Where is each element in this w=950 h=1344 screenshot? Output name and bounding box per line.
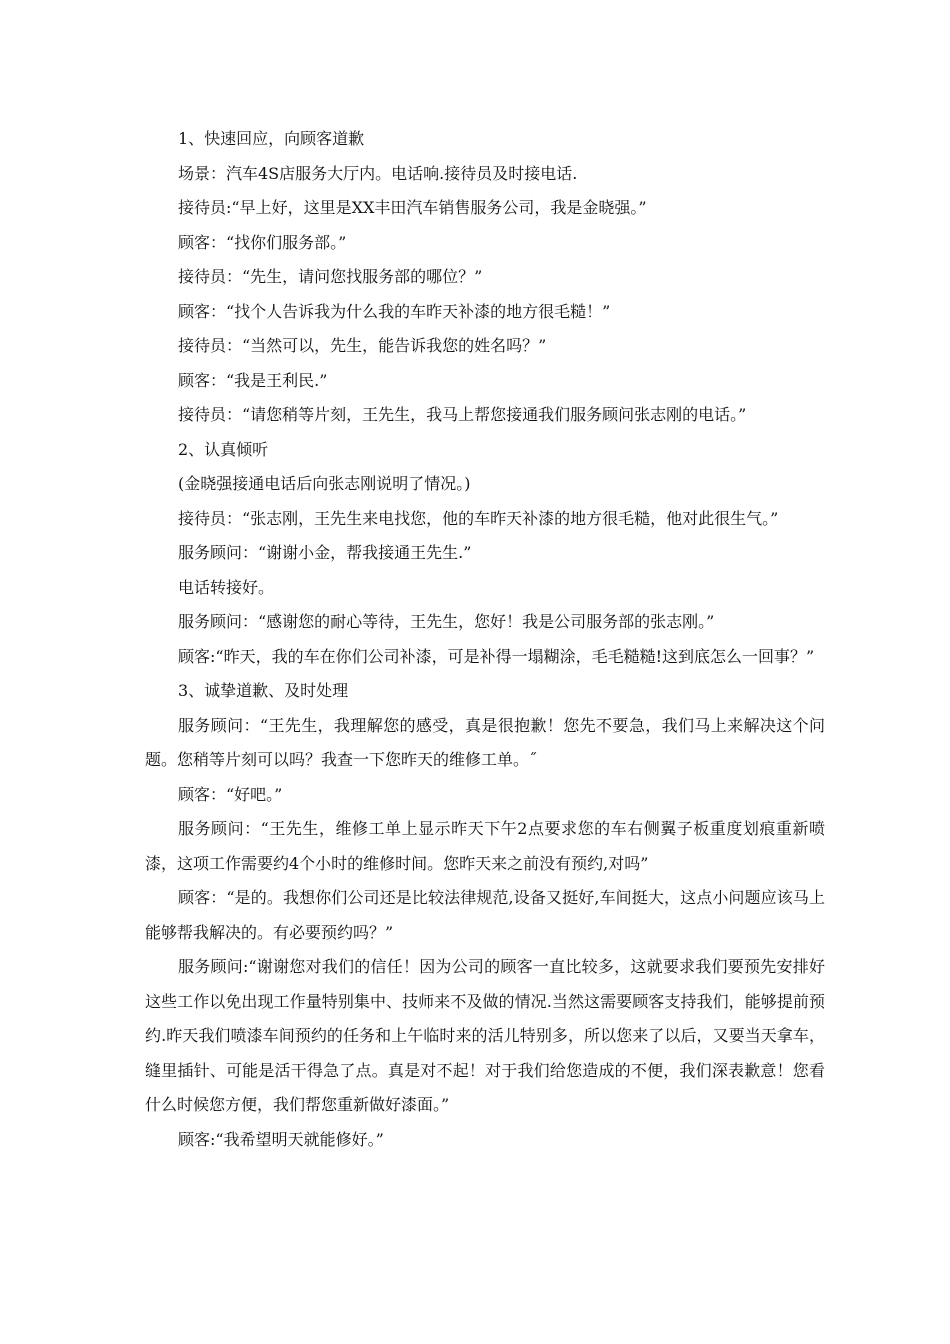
dialogue-line: 顾客:“我希望明天就能修好。” [178, 1129, 384, 1149]
dialogue-line: 接待员：“当然可以，先生，能告诉我您的姓名吗？” [178, 336, 547, 355]
scene-description: 场景：汽车4S店服务大厅内。电话响.接待员及时接电话. [178, 163, 578, 183]
dialogue-line: 接待员:“早上好，这里是XX丰田汽车销售服务公司，我是金晓强。” [178, 198, 647, 217]
dialogue-line: 接待员：“先生，请问您找服务部的哪位？” [178, 267, 483, 286]
dialogue-line: 接待员：“张志刚，王先生来电找您，他的车昨天补漆的地方很毛糙，他对此很生气。” [178, 508, 779, 528]
dialogue-line: 服务顾问:“谢谢您对我们的信任！因为公司的顾客一直比较多，这就要求我们要预先安排好这些工作以免出现工作量特别集中、技师来不及做的情况.当然这需要顾客支持我们，能够提前预约.昨天我们喷漆车间预约的任务和上午临时来的活儿特别多，所以您来了以后，又要当天拿车，缝里插针、可能是活干得急了点。真是对不起！对于我们给您造成的不便，我们深表歉意！您看什么时候您方便，我们帮您重新做好漆面。” [145, 957, 825, 1114]
dialogue-line: 接待员：“请您稍等片刻，王先生，我马上帮您接通我们服务顾问张志刚的电话。” [178, 405, 747, 424]
dialogue-line: 服务顾问：“王先生，维修工单上显示昨天下午2点要求您的车右侧翼子板重度划痕重新喷漆，这项工作需要约4个小时的维修时间。您昨天来之前没有预约,对吗” [145, 819, 825, 873]
dialogue-line: 顾客：“好吧。” [178, 784, 283, 804]
dialogue-line: 顾客：“是的。我想你们公司还是比较法律规范,设备又挺好,车间挺大，这点小问题应该马上能够帮我解决的。有必要预约吗？” [145, 888, 825, 942]
dialogue-line: 服务顾问：“王先生，我理解您的感受，真是很抱歉！您先不要急，我们马上来解决这个问题。您稍等片刻可以吗？我查一下您昨天的维修工单。˝ [145, 715, 825, 769]
document-body [145, 122, 825, 1157]
section-heading-2: 2、认真倾听 [178, 439, 269, 459]
dialogue-line: 服务顾问：“感谢您的耐心等待，王先生，您好！我是公司服务部的张志刚。” [178, 612, 715, 631]
dialogue-line: 顾客：“找个人告诉我为什么我的车昨天补漆的地方很毛糙！” [178, 301, 611, 321]
section-heading-1: 1、快速回应，向顾客道歉 [178, 129, 365, 148]
dialogue-line: 顾客：“我是王利民.” [178, 370, 328, 390]
section-heading-3: 3、诚挚道歉、及时处理 [178, 681, 349, 700]
dialogue-line: 服务顾问：“谢谢小金，帮我接通王先生.” [178, 543, 472, 562]
stage-note: 电话转接好。 [178, 577, 275, 597]
dialogue-line: 顾客：“找你们服务部。” [178, 232, 347, 252]
dialogue-line: 顾客:“昨天，我的车在你们公司补漆，可是补得一塌糊涂，毛毛糙糙!这到底怎么一回事？” [178, 646, 815, 666]
stage-note: (金晓强接通电话后向张志刚说明了情况。) [178, 474, 471, 493]
